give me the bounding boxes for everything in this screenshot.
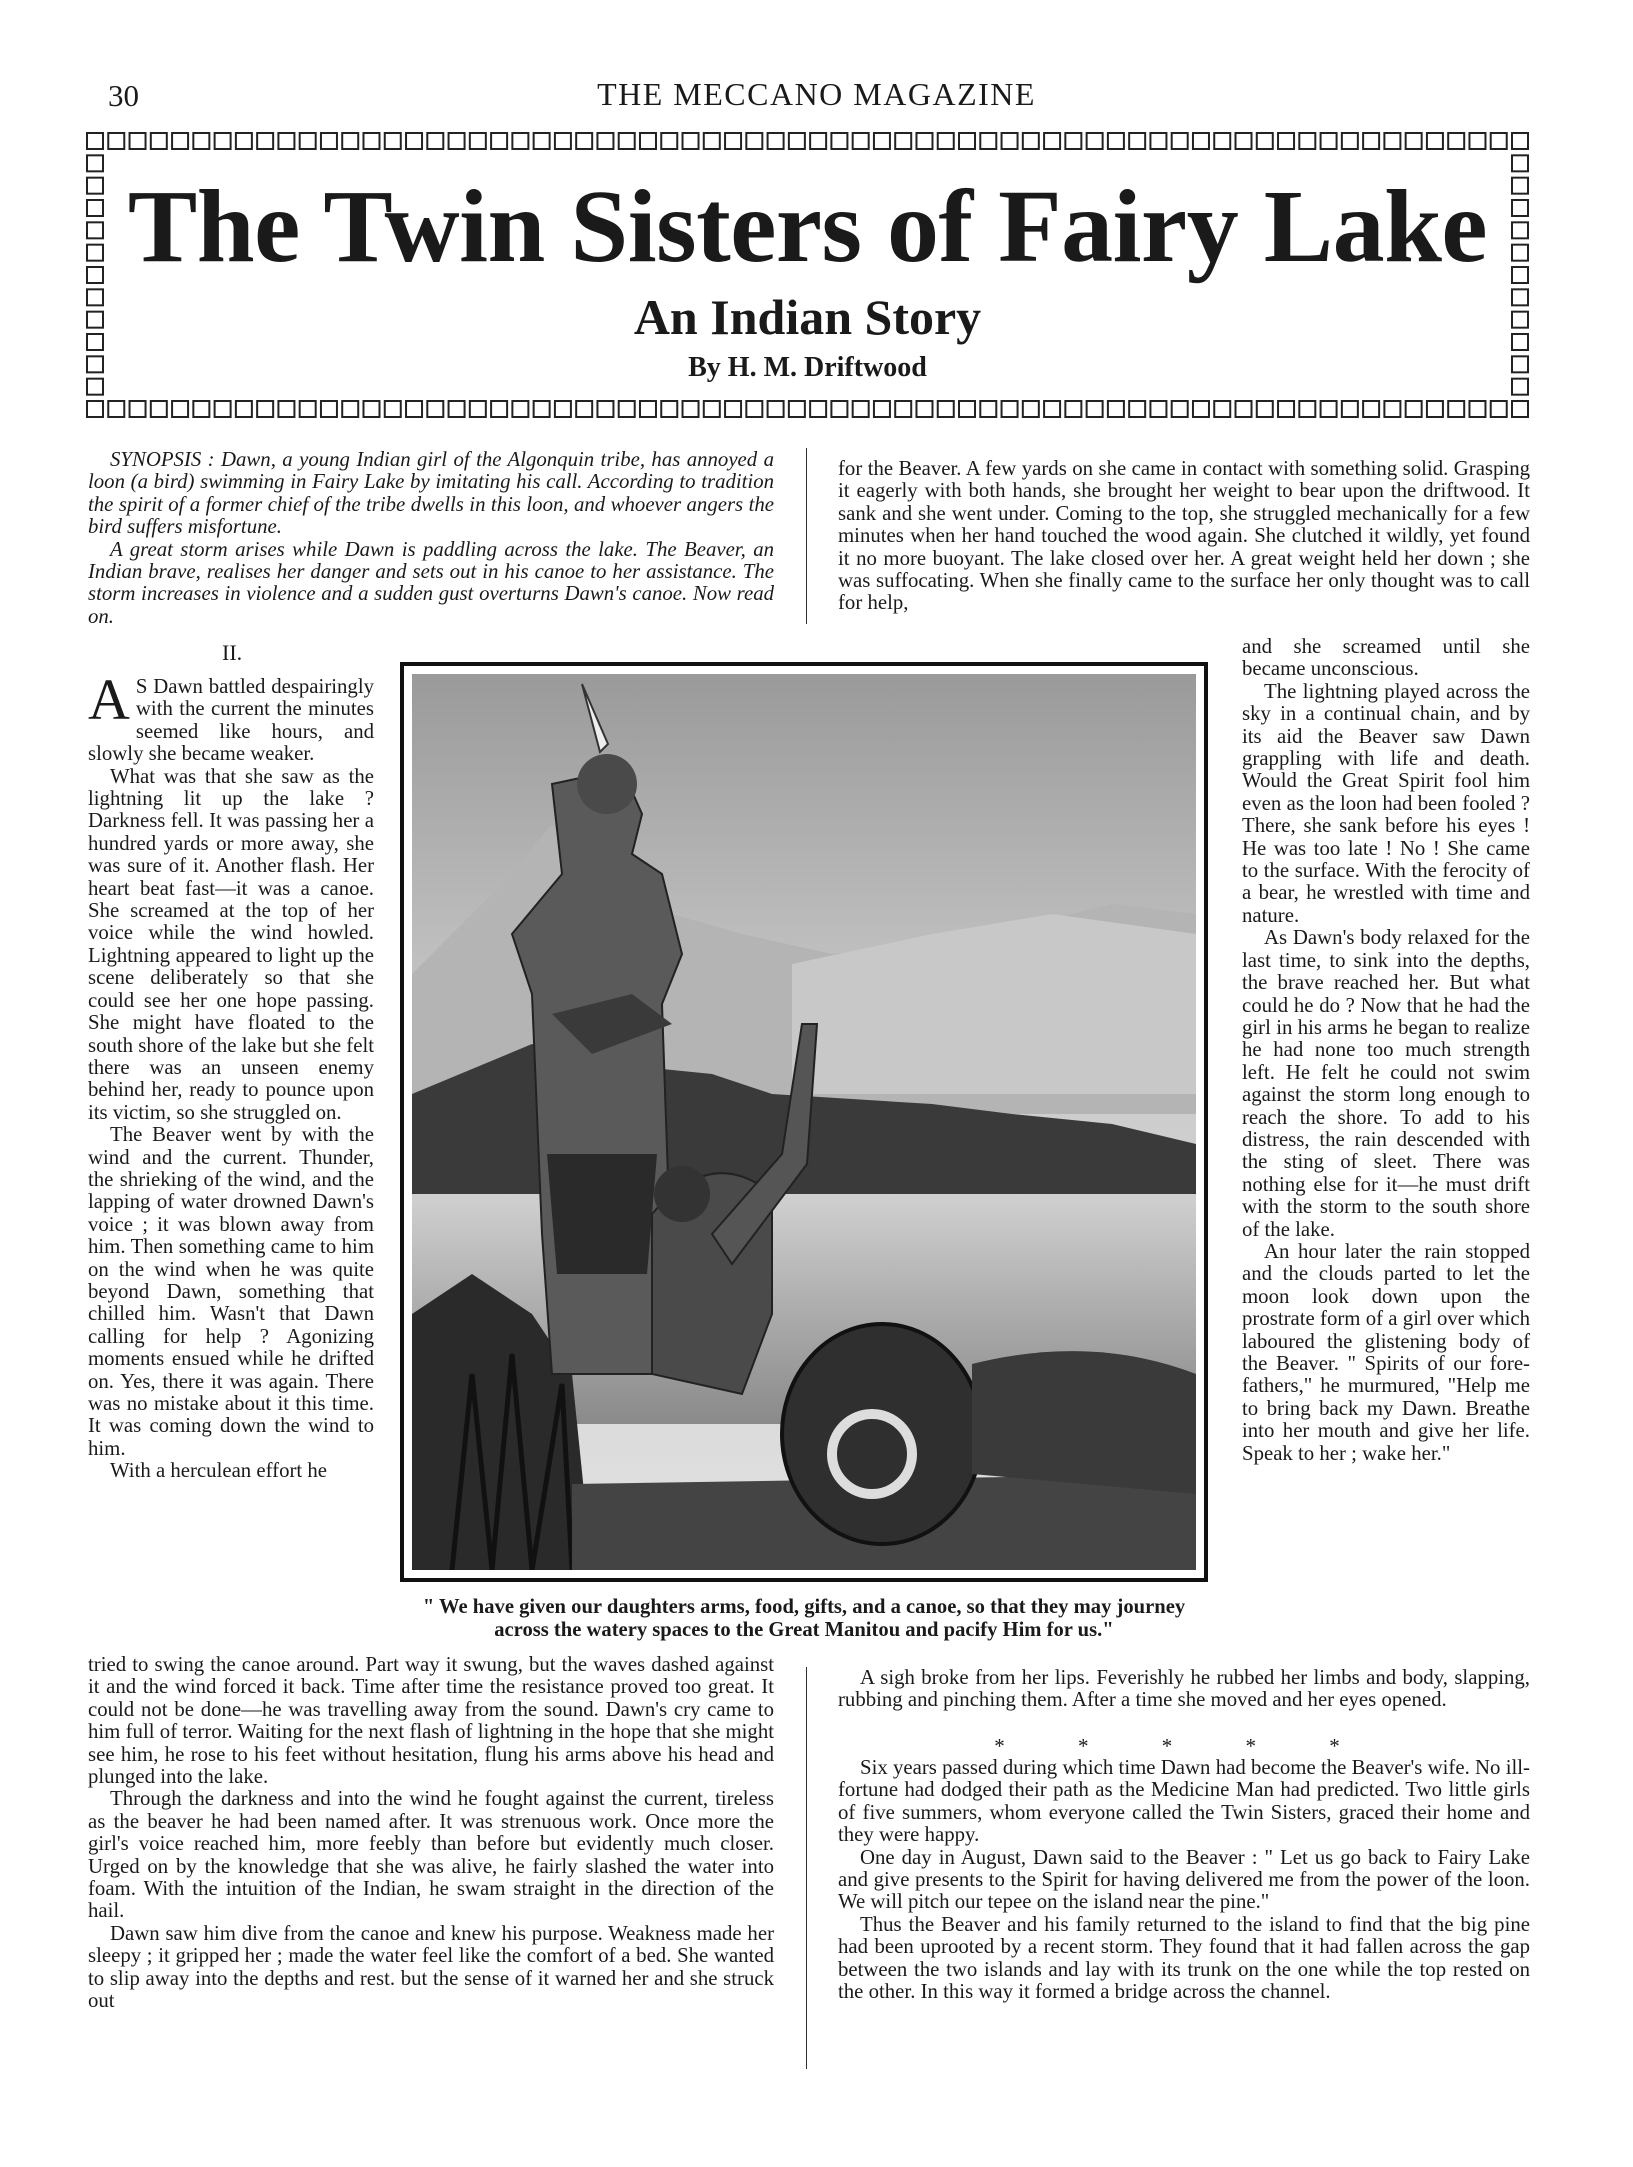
- border-square: [683, 401, 699, 417]
- section-break-asterisks: * * * * *: [994, 1734, 1374, 1758]
- border-square: [1278, 133, 1294, 149]
- border-square: [683, 133, 699, 149]
- column-divider: [806, 448, 807, 624]
- synopsis-block: [88, 449, 774, 628]
- right-bottom-column-continued: [838, 1757, 1530, 2003]
- border-square: [1002, 133, 1018, 149]
- border-square: [959, 133, 975, 149]
- border-square: [449, 133, 465, 149]
- border-square: [746, 133, 762, 149]
- border-square: [874, 133, 890, 149]
- border-square: [1257, 401, 1273, 417]
- border-square: [661, 401, 677, 417]
- border-square: [1257, 133, 1273, 149]
- body-paragraph: A sigh broke from her lips. Feverishly he rubbed her limbs and body, slapping, rubbing and pinching them. After a time she moved and her eyes opened.: [838, 1666, 1530, 1712]
- border-square: [1278, 401, 1294, 417]
- border-square: [491, 133, 507, 149]
- body-paragraph: Thus the Beaver and his family returned to the island to find that the big pine had been uprooted by a recent storm. They found that it had fallen across the gap between the two islands and lay with its trunk on the one while the top rested on the other. In this way it formed a bridge across the channel.: [838, 1912, 1530, 2004]
- magazine-title: THE MECCANO MAGAZINE: [597, 76, 1036, 112]
- border-square: [363, 133, 379, 149]
- border-square: [1491, 133, 1507, 149]
- synopsis-paragraph: SYNOPSIS : Dawn, a young Indian girl of the Algonquin tribe, has annoyed a loon (a bird) swimming in Fairy Lake by imitating his call. According to tradition the spirit of a former chief of the tribe dwells in this loon, and whoever angers the bird suffers misfortune.: [88, 448, 774, 539]
- border-square: [130, 133, 146, 149]
- right-top-column: [838, 458, 1530, 615]
- border-square: [1129, 133, 1145, 149]
- border-square: [1427, 133, 1443, 149]
- border-square: [512, 133, 528, 149]
- border-square: [1469, 401, 1485, 417]
- border-square: [725, 401, 741, 417]
- border-square: [916, 401, 932, 417]
- border-square: [278, 133, 294, 149]
- border-square: [1044, 401, 1060, 417]
- border-square: [1342, 133, 1358, 149]
- border-square: [1065, 133, 1081, 149]
- border-square: [1065, 401, 1081, 417]
- page-number: 30: [108, 78, 139, 113]
- border-square: [1321, 133, 1337, 149]
- body-paragraph: Dawn saw him dive from the canoe and knew his purpose. Weakness made her sleepy ; it gripped her ; made the water feel like the comfort of a bed. She wanted to slip away into the depths and rest. but the sense of it warned her and she struck out: [88, 1921, 774, 2013]
- border-square: [1044, 133, 1060, 149]
- indian-brave-painting: [412, 674, 1196, 1570]
- border-square: [789, 133, 805, 149]
- synopsis-paragraph: A great storm arises while Dawn is paddling across the lake. The Beaver, an Indian brave, realises her danger and sets out in his canoe to her assistance. The storm increases in violence and a sudden gust overturns Dawn's canoe. Now read on.: [88, 537, 774, 628]
- border-square: [1172, 401, 1188, 417]
- border-square: [1448, 401, 1464, 417]
- border-square: [257, 133, 273, 149]
- border-square: [534, 133, 550, 149]
- border-square: [789, 401, 805, 417]
- section-number: II.: [222, 640, 243, 665]
- border-square: [385, 401, 401, 417]
- border-square: [831, 133, 847, 149]
- border-square: [619, 133, 635, 149]
- border-square: [321, 401, 337, 417]
- border-square: [491, 401, 507, 417]
- body-paragraph: The lightning played across the sky in a continual chain, and by its aid the Beaver saw Dawn grappling with life and death. Would the Great Spirit fool him even as the loon had been fooled ? There, she sank before his eyes ! He was too late ! No ! She came to the surface. With the ferocity of a bear, he wrestled with time and nature.: [1242, 679, 1530, 927]
- border-square: [130, 401, 146, 417]
- body-paragraph: What was that she saw as the lightning lit up the lake ? Darkness fell. It was passing her a hundred yards or more away, she was sure of it. Another flash. Her heart beat fast—it was a canoe. She screamed at the top of her voice while the wind howled. Lightning appeared to light up the scene deliberately so that she could see her one hope passing. She might have floated to the south shore of the lake but she felt there was an unseen enemy behind her, ready to pounce upon its victim, so she struggled on.: [88, 764, 374, 1124]
- border-square: [87, 401, 103, 417]
- border-square: [172, 133, 188, 149]
- border-square: [342, 401, 358, 417]
- border-square: [406, 133, 422, 149]
- border-square: [87, 133, 103, 149]
- border-square: [597, 401, 613, 417]
- border-square: [895, 401, 911, 417]
- border-square: [1108, 133, 1124, 149]
- illustration-caption: " We have given our daughters arms, food, gifts, and a canoe, so that they may journey across the watery spaces to the Great Manitou and pacify Him for us.": [422, 1596, 1186, 1641]
- border-square: [576, 133, 592, 149]
- border-square: [193, 133, 209, 149]
- border-square: [151, 401, 167, 417]
- border-square: [1129, 401, 1145, 417]
- body-paragraph: An hour later the rain stopped and the clouds parted to let the moon look down upon the prostrate form of a girl over which laboured the glistening body of the Beaver. " Spirits of our fore-fathers," he murmured, "Help me to bring back my Dawn. Breathe into her mouth and give her life. Speak to her ; wake her.": [1242, 1239, 1530, 1465]
- body-paragraph: Six years passed during which time Dawn had become the Beaver's wife. No ill-fortune had dodged their path as the Medicine Man had predicted. Two little girls of five summers, whom everyone called the Twin Sisters, graced their home and they were happy.: [838, 1756, 1530, 1847]
- border-square: [1150, 133, 1166, 149]
- border-square: [1002, 401, 1018, 417]
- border-square: [555, 401, 571, 417]
- border-square: [1448, 133, 1464, 149]
- left-bottom-column: [88, 1654, 774, 2013]
- border-square: [1299, 401, 1315, 417]
- border-square: [342, 133, 358, 149]
- border-square: [768, 401, 784, 417]
- body-paragraph: One day in August, Dawn said to the Beaver : " Let us go back to Fairy Lake and give presents to the Spirit for having delivered me from the power of the loon. We will pitch our tepee on the island near the pine.": [838, 1845, 1530, 1914]
- border-square: [725, 133, 741, 149]
- drop-cap: A: [88, 667, 130, 732]
- border-square: [257, 401, 273, 417]
- border-square: [215, 401, 231, 417]
- border-square: [321, 133, 337, 149]
- border-square: [661, 133, 677, 149]
- border-square: [619, 401, 635, 417]
- story-byline: By H. M. Driftwood: [688, 352, 927, 383]
- border-square: [534, 401, 550, 417]
- border-square: [1172, 133, 1188, 149]
- border-square: [215, 133, 231, 149]
- right-narrow-column: [1242, 636, 1530, 1465]
- border-square: [1512, 401, 1528, 417]
- border-square: [406, 401, 422, 417]
- border-square: [1299, 133, 1315, 149]
- opening-paragraph: [88, 667, 374, 766]
- border-square: [1512, 133, 1528, 149]
- border-square: [1150, 401, 1166, 417]
- border-square: [597, 133, 613, 149]
- border-square: [640, 133, 656, 149]
- body-paragraph: and she screamed until she became unconscious.: [1242, 635, 1530, 681]
- border-square: [810, 401, 826, 417]
- border-square: [1384, 401, 1400, 417]
- border-square: [427, 401, 443, 417]
- border-square: [980, 401, 996, 417]
- border-square: [1214, 133, 1230, 149]
- border-square: [959, 401, 975, 417]
- story-title: The Twin Sisters of Fairy Lake: [127, 169, 1488, 284]
- border-square: [1087, 133, 1103, 149]
- border-square: [938, 401, 954, 417]
- canoe-shape: [782, 1324, 982, 1544]
- column-divider: [806, 1667, 807, 2069]
- border-square: [1512, 155, 1528, 171]
- border-square: [300, 401, 316, 417]
- border-square: [831, 401, 847, 417]
- border-square: [151, 133, 167, 149]
- border-square: [108, 133, 124, 149]
- border-square: [236, 401, 252, 417]
- border-square: [108, 401, 124, 417]
- border-square: [300, 133, 316, 149]
- border-square: [1214, 401, 1230, 417]
- border-square: [768, 133, 784, 149]
- border-square: [470, 133, 486, 149]
- border-square: [385, 133, 401, 149]
- body-paragraph: Through the darkness and into the wind he fought against the current, tireless as the beaver he had been named after. It was strenuous work. Once more the girl's voice reached him, more feebly than before but evidently much closer. Urged on by the knowledge that she was alive, he fairly slashed the water into foam. With the intuition of the Indian, he swam straight in the direction of the hail.: [88, 1787, 774, 1923]
- border-square: [1108, 401, 1124, 417]
- story-subtitle: An Indian Story: [633, 289, 982, 345]
- border-square: [810, 133, 826, 149]
- border-square: [1236, 133, 1252, 149]
- border-square: [278, 401, 294, 417]
- border-square: [1384, 133, 1400, 149]
- right-bottom-column: [838, 1667, 1530, 1712]
- border-square: [1023, 133, 1039, 149]
- border-square: [1342, 401, 1358, 417]
- border-square: [853, 133, 869, 149]
- story-illustration: [400, 662, 1208, 1582]
- border-square: [938, 133, 954, 149]
- border-square: [1427, 401, 1443, 417]
- border-square: [853, 401, 869, 417]
- border-square: [746, 401, 762, 417]
- border-square: [895, 133, 911, 149]
- border-square: [87, 155, 103, 171]
- body-paragraph: tried to swing the canoe around. Part way it swung, but the waves dashed against it and the wind forced it back. Time after time the resistance proved too great. It could not be done—he was travelling away from the sound. Dawn's cry came to him full of terror. Waiting for the next flash of lightning in the hope that she might see him, he rose to his feet without hesitation, flung his arms above his head and plunged into the lake.: [88, 1653, 774, 1789]
- body-paragraph: With a herculean effort he: [110, 1459, 328, 1483]
- border-square: [172, 401, 188, 417]
- border-square: [704, 133, 720, 149]
- border-square: [555, 133, 571, 149]
- border-square: [576, 401, 592, 417]
- border-square: [1406, 401, 1422, 417]
- left-narrow-column: [88, 667, 374, 1483]
- border-square: [874, 401, 890, 417]
- border-square: [980, 133, 996, 149]
- body-paragraph: for the Beaver. A few yards on she came in contact with something solid. Grasping it eagerly with both hands, she brought her weight to bear upon the driftwood. It sank and she went under. Coming to the top, she struggled mechanically for a few minutes when her hand touched the wood again. She clutched it wildly, yet found it no more buoyant. The lake closed over her. A great weight held her down ; she was suffocating. When she finally came to the surface her only thought was to call for help,: [838, 457, 1530, 615]
- border-square: [363, 401, 379, 417]
- border-square: [1363, 401, 1379, 417]
- border-square: [1193, 133, 1209, 149]
- border-square: [470, 401, 486, 417]
- border-square: [640, 401, 656, 417]
- border-square: [1363, 133, 1379, 149]
- border-square: [512, 401, 528, 417]
- border-square: [1406, 133, 1422, 149]
- border-square: [1469, 133, 1485, 149]
- border-square: [236, 133, 252, 149]
- border-square: [1087, 401, 1103, 417]
- border-square: [193, 401, 209, 417]
- border-square: [1491, 401, 1507, 417]
- body-paragraph: As Dawn's body relaxed for the last time, to sink into the depths, the brave reached her. But what could he do ? Now that he had the girl in his arms he began to realize he had none too much strength left. He felt he could not swim against the storm long enough to reach the shore. To add to his distress, the rain descended with the sting of sleet. There was nothing else for it—he must drift with the storm to the south shore of the lake.: [1242, 926, 1530, 1241]
- border-square: [427, 133, 443, 149]
- border-square: [1193, 401, 1209, 417]
- opening-text: S Dawn battled despairingly with the current the minutes seemed like hours, and slowly she became weaker.: [88, 675, 374, 766]
- border-square: [916, 133, 932, 149]
- border-square: [449, 401, 465, 417]
- body-paragraph: The Beaver went by with the wind and the current. Thunder, the shrieking of the wind, and the lapping of water drowned Dawn's voice ; it was blown away from him. Then something came to him on the wind when he was quite beyond Dawn, something that chilled him. Wasn't that Dawn calling for help ? Agonizing moments ensued while he drifted on. Yes, there it was again. There was no mistake about it this time. It was coming down the wind to him.: [88, 1123, 374, 1460]
- border-square: [1236, 401, 1252, 417]
- border-square: [1321, 401, 1337, 417]
- border-square: [1023, 401, 1039, 417]
- border-square: [704, 401, 720, 417]
